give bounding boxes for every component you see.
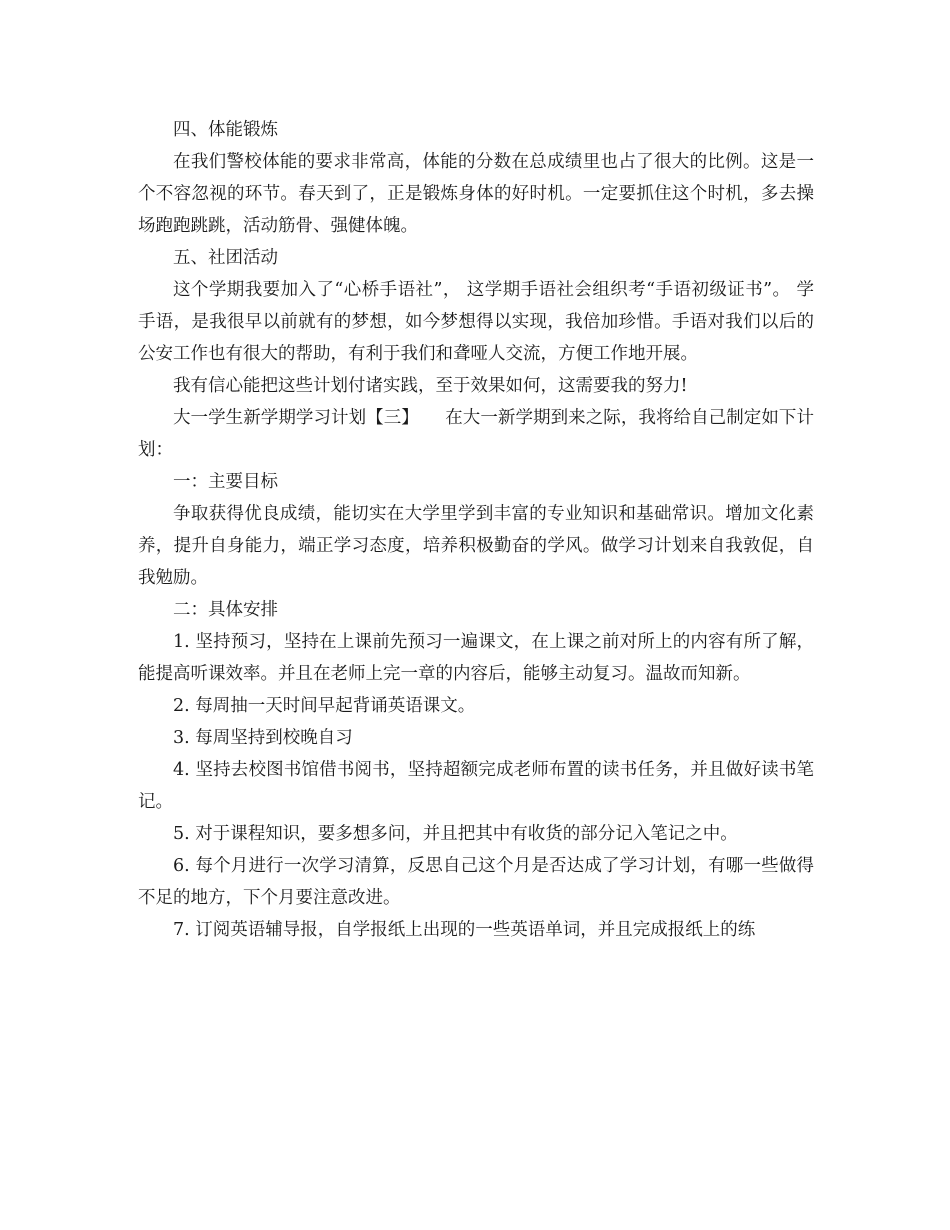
document-body (138, 114, 814, 946)
list-item-5: 5. 对于课程知识，要多想多问，并且把其中有收货的部分记入笔记之中。 (173, 824, 738, 844)
paragraph-fitness: 在我们警校体能的要求非常高，体能的分数在总成绩里也占了很大的比例。这是一个不容忽视的环节。春天到了，正是锻炼身体的好时机。一定要抓住这个时机，多去操场跑跑跳跳，活动筋骨、强健体魄。 (138, 152, 814, 236)
section-heading-fitness: 四、体能锻炼 (173, 120, 278, 140)
paragraph-club: 这个学期我要加入了“心桥手语社”， 这学期手语社会组织考“手语初级证书”。 学手语，是我很早以前就有的梦想，如今梦想得以实现，我倍加珍惜。手语对我们以后的公安工作也有很大的帮助，有利于我们和聋哑人交流，方便工作地开展。 (138, 280, 814, 364)
section-heading-club: 五、社团活动 (173, 248, 278, 268)
paragraph-confidence: 我有信心能把这些计划付诸实践，至于效果如何，这需要我的努力! (173, 376, 688, 396)
list-item-1: 1. 坚持预习，坚持在上课前先预习一遍课文，在上课之前对所上的内容有所了解，能提高听课效率。并且在老师上完一章的内容后，能够主动复习。温故而知新。 (138, 632, 814, 684)
list-item-6: 6. 每个月进行一次学习清算，反思自己这个月是否达成了学习计划，有哪一些做得不足的地方，下个月要注意改进。 (138, 856, 814, 908)
list-item-4: 4. 坚持去校图书馆借书阅书，坚持超额完成老师布置的读书任务，并且做好读书笔记。 (138, 760, 814, 812)
section-heading-main-goal: 一：主要目标 (173, 472, 278, 492)
list-item-2: 2. 每周抽一天时间早起背诵英语课文。 (173, 696, 476, 716)
list-item-3: 3. 每周坚持到校晚自习 (173, 728, 353, 748)
list-item-7: 7. 订阅英语辅导报，自学报纸上出现的一些英语单词，并且完成报纸上的练 (173, 920, 756, 940)
section-heading-arrangement: 二：具体安排 (173, 600, 278, 620)
paragraph-main-goal: 争取获得优良成绩，能切实在大学里学到丰富的专业知识和基础常识。增加文化素养，提升自身能力，端正学习态度，培养积极勤奋的学风。做学习计划来自我敦促，自我勉励。 (138, 504, 814, 588)
paragraph-plan-three-intro: 大一学生新学期学习计划【三】 在大一新学期到来之际，我将给自己制定如下计划： (138, 408, 814, 460)
